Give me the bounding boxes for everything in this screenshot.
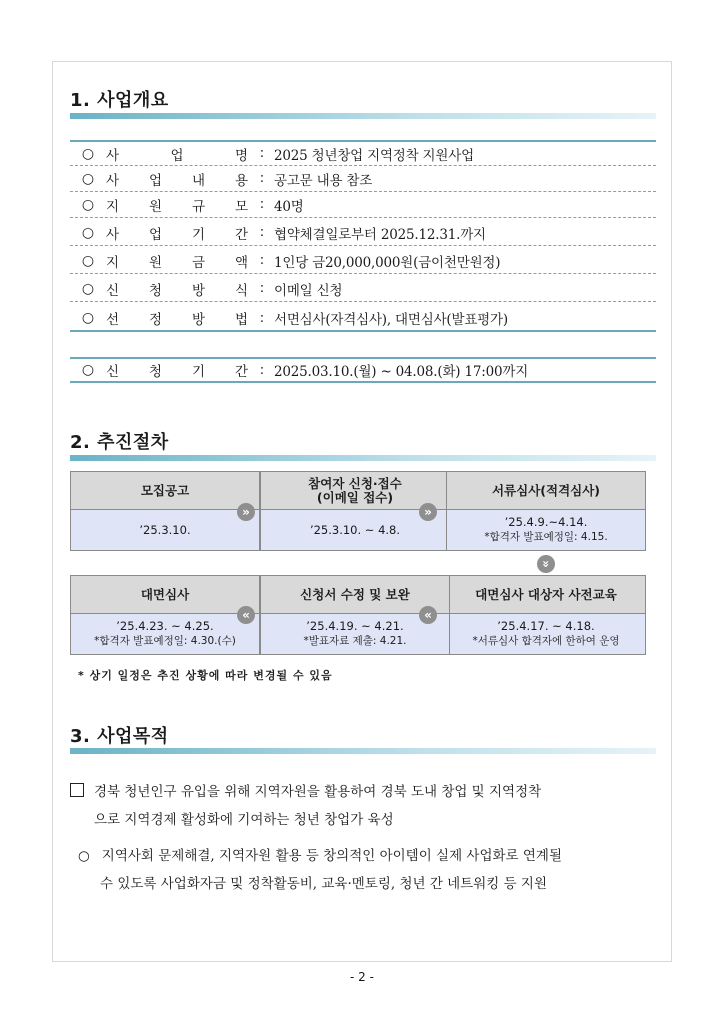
label-char: 명 (234, 147, 248, 164)
purpose-main-line1: 경북 청년인구 유입을 위해 지역자원을 활용하여 경북 도내 창업 및 지역정착 (94, 784, 542, 800)
sub-bullet-icon: ○ (78, 848, 90, 864)
arrow-left-icon: « (419, 606, 437, 624)
checkbox-square-icon (70, 783, 84, 797)
label-char: 방 (191, 282, 206, 299)
overview-value: 공고문 내용 참조 (274, 172, 373, 189)
colon: : (259, 253, 265, 268)
arrow-right-icon: » (419, 503, 437, 521)
circle-bullet-icon: ○ (81, 252, 95, 269)
overview-label (106, 144, 256, 164)
process-step-date: ’25.4.17. ~ 4.18. (497, 619, 595, 633)
overview-row (70, 220, 656, 246)
overview-value: 서면심사(자격심사), 대면심사(발표평가) (274, 312, 508, 328)
process-step (446, 575, 646, 655)
process-step-body (447, 510, 645, 550)
section-1-bar (70, 113, 656, 119)
process-step-date: ’25.4.19. ~ 4.21. (306, 619, 404, 633)
label-char: 청 (148, 364, 163, 380)
colon: : (259, 310, 265, 326)
process-step-body (71, 510, 259, 550)
overview-value: 2025 청년창업 지역정착 지원사업 (274, 147, 474, 164)
overview-label (106, 360, 256, 380)
label-char: 내 (191, 172, 206, 189)
circle-bullet-icon: ○ (81, 170, 95, 187)
label-char: 법 (234, 312, 248, 328)
process-step-date: ’25.3.10. ~ 4.8. (309, 522, 401, 537)
purpose-main (70, 778, 670, 834)
arrow-down-icon: » (537, 555, 555, 573)
label-char: 지 (106, 254, 120, 271)
arrow-left-icon: « (237, 606, 255, 624)
label-char: 식 (234, 282, 248, 299)
process-step-title: 신청서 수정 및 보완 (261, 576, 449, 614)
label-char: 간 (234, 364, 248, 380)
process-step (70, 575, 260, 655)
process-step-date: ’25.4.9.~4.14. (504, 515, 588, 529)
arrow-right-icon: » (237, 503, 255, 521)
colon: : (259, 197, 265, 212)
section-3-title: 3. 사업목적 (70, 726, 169, 747)
label-char: 원 (148, 254, 163, 271)
overview-row (70, 140, 656, 166)
overview-label (106, 223, 256, 243)
section-1-title: 1. 사업개요 (70, 90, 169, 111)
label-char: 사 (106, 147, 120, 164)
overview-row (70, 192, 656, 218)
overview-value: 이메일 신청 (274, 282, 343, 299)
colon: : (259, 171, 265, 186)
process-step-note: *서류심사 합격자에 한하여 운영 (472, 635, 620, 647)
overview-label (106, 169, 256, 189)
purpose-sub-line2: 수 있도록 사업화자금 및 정착활동비, 교육·멘토링, 청년 간 네트워킹 등 지원 (100, 876, 548, 892)
colon: : (259, 146, 265, 161)
overview-row (70, 276, 656, 302)
colon: : (259, 225, 265, 240)
section-3-bar (70, 748, 656, 754)
label-char: 업 (148, 172, 163, 189)
circle-bullet-icon: ○ (81, 310, 95, 326)
overview-value: 2025.03.10.(월) ~ 04.08.(화) 17:00까지 (274, 364, 529, 380)
process-step-body (447, 614, 645, 654)
label-char: 규 (191, 198, 206, 215)
label-char: 선 (106, 312, 120, 328)
process-step (446, 471, 646, 551)
purpose-main-line2: 으로 지역경제 활성화에 기여하는 청년 창업가 육성 (94, 812, 394, 828)
circle-bullet-icon: ○ (81, 362, 95, 378)
process-step-title: 대면심사 대상자 사전교육 (447, 576, 645, 614)
overview-value: 1인당 금20,000,000원(금이천만원정) (274, 254, 501, 271)
circle-bullet-icon: ○ (81, 280, 95, 297)
process-step-title: 대면심사 (71, 576, 259, 614)
schedule-footnote: * 상기 일정은 추진 상황에 따라 변경될 수 있음 (78, 669, 333, 682)
process-step-title: 참여자 신청·접수 (이메일 접수) (261, 472, 449, 510)
label-char: 사 (106, 172, 120, 189)
page-number: - 2 - (350, 970, 374, 984)
label-char: 업 (170, 147, 184, 164)
label-char: 사 (106, 226, 120, 243)
overview-label (106, 279, 256, 299)
process-step-note: *발표자료 제출: 4.21. (303, 635, 407, 647)
process-step-date: ’25.4.23. ~ 4.25. (116, 619, 214, 633)
section-2-bar (70, 455, 656, 461)
label-char: 기 (191, 364, 206, 380)
overview-label (106, 195, 256, 215)
label-char: 용 (234, 172, 248, 189)
label-char: 신 (106, 364, 120, 380)
process-step-title: 서류심사(적격심사) (447, 472, 645, 510)
label-char: 청 (148, 282, 163, 299)
overview-label (106, 308, 256, 328)
label-char: 기 (191, 226, 206, 243)
circle-bullet-icon: ○ (81, 196, 95, 213)
overview-row (70, 248, 656, 274)
process-step-note: *합격자 발표예정일: 4.30.(수) (94, 635, 236, 647)
colon: : (259, 362, 265, 378)
label-char: 모 (234, 198, 248, 215)
process-step-title: 모집공고 (71, 472, 259, 510)
circle-bullet-icon: ○ (81, 224, 95, 241)
label-char: 지 (106, 198, 120, 215)
label-char: 간 (234, 226, 248, 243)
overview-row (70, 306, 656, 332)
colon: : (259, 281, 265, 296)
label-char: 업 (148, 226, 163, 243)
process-step (70, 471, 260, 551)
purpose-sub (78, 842, 670, 898)
process-step-body (71, 614, 259, 654)
label-char: 정 (148, 312, 163, 328)
process-step-note: *합격자 발표예정일: 4.15. (484, 531, 608, 543)
overview-value: 협약체결일로부터 2025.12.31.까지 (274, 226, 486, 243)
label-char: 액 (234, 254, 248, 271)
overview-value: 40명 (274, 198, 304, 215)
purpose-sub-line1: 지역사회 문제해결, 지역자원 활용 등 창의적인 아이템이 실제 사업화로 연계될 (101, 848, 563, 864)
overview-label (106, 251, 256, 271)
overview-row (70, 357, 656, 383)
label-char: 방 (191, 312, 206, 328)
process-step-date: ’25.3.10. (139, 522, 191, 537)
label-char: 금 (191, 254, 206, 271)
section-2-title: 2. 추진절차 (70, 432, 169, 453)
label-char: 원 (148, 198, 163, 215)
label-char: 신 (106, 282, 120, 299)
overview-row (70, 166, 656, 192)
circle-bullet-icon: ○ (81, 145, 95, 162)
